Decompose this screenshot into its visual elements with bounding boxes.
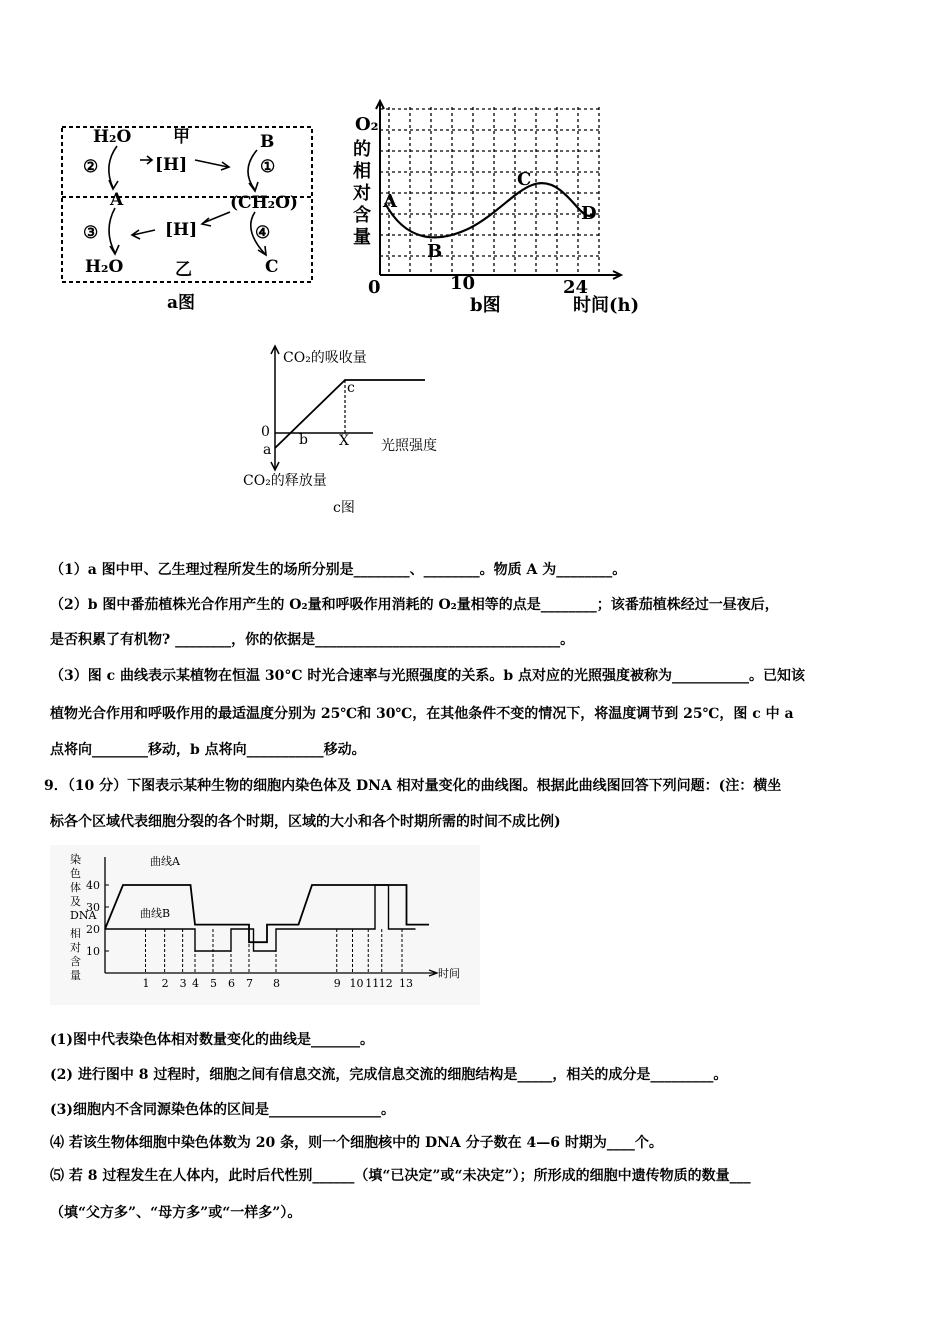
question-9-1: (1)图中代表染色体相对数量变化的曲线是_______。 (50, 1032, 374, 1048)
fig-9-ylabel-5: DNA (70, 909, 97, 922)
fig-9-x-tick-label: 8 (273, 977, 280, 990)
fig-a-jia: 甲 (173, 127, 190, 147)
fig-9-ylabel-8: 含 (70, 955, 81, 968)
fig-c-xlabel: 光照强度 (381, 438, 437, 454)
fig-9-ylabel-2: 色 (70, 867, 81, 880)
fig-c-point-c: c (347, 380, 355, 396)
fig-9-y-tick-label: 30 (86, 901, 100, 914)
fig-9-x-tick-label: 12 (378, 977, 393, 990)
fig-a-h-top: [H] (155, 155, 188, 175)
arrow-2-head (109, 180, 118, 189)
fig-b-ylabel-c2: 相 (353, 161, 371, 182)
fig-9-legend-a: 曲线A (150, 855, 180, 868)
question-9-5-line-2: （填“父方多”、“母方多”或“一样多”）。 (50, 1205, 302, 1221)
fig-c-caption: c图 (333, 500, 355, 516)
fig-a-b: B (260, 132, 275, 152)
fig-a-step1: ① (260, 157, 276, 177)
fig-b-tick-10: 10 (450, 273, 476, 294)
arrow-mid-right (203, 212, 230, 223)
fig-b-point-b: B (427, 241, 443, 262)
figure-a (55, 120, 330, 320)
fig-9-ylabel-9: 量 (70, 969, 81, 982)
figure-b (345, 95, 655, 320)
question-2-line-2: 是否积累了有机物? ________，你的依据是___________________________________。 (50, 632, 575, 648)
fig-b-point-d: D (581, 203, 597, 224)
fig-a-h2o-top: H₂O (93, 127, 132, 147)
fig-9-ylabel-7: 对 (70, 941, 81, 954)
fig-b-ylabel-c3: 对 (353, 183, 371, 204)
fig-9-x-tick-label: 10 (349, 977, 364, 990)
question-9-4: ⑷ 若该生物体细胞中染色体数为 20 条，则一个细胞核中的 DNA 分子数在 4—6 时期为____个。 (50, 1135, 663, 1151)
figure-c (235, 340, 475, 520)
fig-9-y-tick-label: 20 (86, 923, 100, 936)
fig-a-h2o-bottom: H₂O (85, 257, 124, 277)
fig-b-caption: b图 (470, 295, 501, 316)
fig-9-x-tick-label: 13 (399, 977, 413, 990)
question-9-line-2: 标各个区域代表细胞分裂的各个时期，区域的大小和各个时期所需的时间不成比例) (50, 814, 561, 830)
fig-9-legend-b: 曲线B (140, 907, 171, 920)
question-3-line-3: 点将向________移动，b 点将向___________移动。 (50, 742, 366, 758)
fig-a-step4: ④ (255, 223, 271, 243)
fig-a-step3: ③ (83, 223, 99, 243)
fig-a-c: C (265, 257, 279, 277)
question-9-3: (3)细胞内不含同源染色体的区间是________________。 (50, 1102, 395, 1118)
fig-a-ch2o: (CH₂O) (230, 193, 298, 213)
fig-b-ylabel (353, 114, 379, 248)
fig-b-ylabel-c5: 量 (353, 227, 371, 248)
fig-9-ylabel-4: 及 (70, 895, 81, 908)
question-9-2: (2) 进行图中 8 过程时，细胞之间有信息交流，完成信息交流的细胞结构是_____，相关的成分是_________。 (50, 1067, 728, 1083)
fig-9-x-tick-label: 7 (246, 977, 253, 990)
fig-b-grid (380, 107, 600, 275)
fig-b-tick-24: 24 (563, 277, 589, 298)
fig-9-x-tick-label: 1 (142, 977, 150, 990)
fig-9-x-tick-label: 5 (210, 977, 217, 990)
question-9-5-line-1: ⑸ 若 8 过程发生在人体内，此时后代性别______（填“已决定”或“未决定”）；所形成的细胞中遗传物质的数量___ (50, 1168, 751, 1184)
fig-9-x-tick-label: 2 (161, 977, 169, 990)
fig-b-ylabel-c4: 含 (353, 205, 371, 226)
fig-c-ylabel-bottom: CO₂的释放量 (243, 473, 327, 489)
fig-9-x-tick-label: 4 (192, 977, 199, 990)
fig-9-ylabel-6: 相 (70, 927, 81, 940)
fig-a-label-a: A (110, 190, 124, 210)
fig-c-point-a: a (263, 442, 272, 458)
fig-9-x-tick-label: 9 (333, 977, 341, 990)
fig-c-point-b: b (299, 432, 308, 448)
fig-c-point-x: X (339, 433, 349, 449)
fig-a-step2: ② (83, 157, 99, 177)
question-2-line-1: （2）b 图中番茄植株光合作用产生的 O₂量和呼吸作用消耗的 O₂量相等的点是________；该番茄植株经过一昼夜后， (50, 597, 779, 613)
fig-9-x-tick-label: 6 (228, 977, 235, 990)
fig-b-tick-0: 0 (368, 277, 381, 298)
fig-b-ylabel-c1: 的 (353, 139, 371, 160)
figure-q9-chart (50, 845, 480, 1005)
fig-c-ylabel-top: CO₂的吸收量 (283, 350, 367, 366)
fig-c-origin: 0 (261, 424, 270, 440)
fig-b-xlabel: 时间(h) (573, 295, 640, 316)
fig-9-x-tick-label: 3 (179, 977, 187, 990)
fig-9-x-tick-label: 11 (365, 977, 380, 990)
fig-b-curve (385, 183, 593, 237)
question-1: （1）a 图中甲、乙生理过程所发生的场所分别是________、________。物质 A 为________。 (50, 562, 627, 578)
fig-b-point-a: A (383, 191, 397, 212)
fig-9-ylabel-1: 染 (70, 853, 81, 866)
question-3-line-2: 植物光合作用和呼吸作用的最适温度分别为 25℃和 30℃，在其他条件不变的情况下，将温度调节到 25℃，图 c 中 a (50, 706, 794, 722)
fig-9-y-tick-label: 10 (86, 945, 100, 958)
question-9-line-1: 9．（10 分）下图表示某种生物的细胞内染色体及 DNA 相对量变化的曲线图。根据此曲线图回答下列问题：(注：横坐 (44, 778, 782, 794)
fig-9-ylabel-3: 体 (70, 881, 81, 894)
fig-b-ylabel-o2: O₂ (355, 114, 379, 135)
fig-a-yi: 乙 (175, 260, 192, 280)
question-3-line-1: （3）图 c 曲线表示某植物在恒温 30°C 时光合速率与光照强度的关系。b 点对应的光照强度被称为___________。已知该 (50, 668, 806, 684)
fig-9-y-tick-label: 40 (86, 879, 100, 892)
fig-b-point-c: C (517, 169, 532, 190)
fig-a-h-bottom: [H] (165, 220, 198, 240)
fig-9-xlabel: 时间 (438, 967, 460, 980)
fig-a-caption: a图 (167, 293, 196, 313)
